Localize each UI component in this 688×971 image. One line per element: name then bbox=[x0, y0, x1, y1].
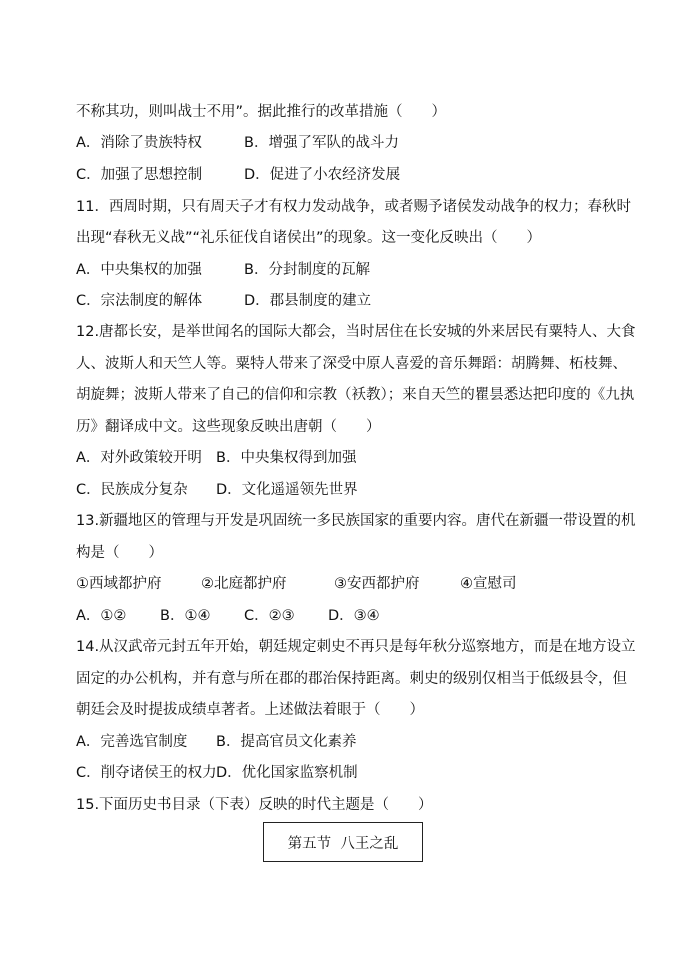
q13-option-d: D．③④ bbox=[328, 608, 380, 624]
q10-stem-end: 不称其功，则叫战士不用”。据此推行的改革措施（ ） bbox=[76, 104, 447, 120]
q14-option-c: C．削夺诸侯王的权力 bbox=[76, 765, 217, 781]
q13-option-b: B．①④ bbox=[160, 608, 211, 624]
q11-option-d: D．郡县制度的建立 bbox=[244, 293, 372, 309]
q14-stem-line-3: 朝廷会及时提拔成绩卓著者。上述做法着眼于（ ） bbox=[76, 702, 424, 718]
q13-item-1: ①西域都护府 bbox=[76, 576, 162, 592]
q13-stem-line-1: 13.新疆地区的管理与开发是巩固统一多民族国家的重要内容。唐代在新疆一带设置的机 bbox=[76, 513, 636, 529]
q12-stem-line-3: 胡旋舞；波斯人带来了自己的信仰和宗教（袄教）；来自天竺的瞿昙悉达把印度的《九执 bbox=[76, 387, 635, 403]
q13-item-2: ②北庭都护府 bbox=[201, 576, 287, 592]
q14-stem-line-1: 14.从汉武帝元封五年开始，朝廷规定刺史不再只是每年秋分巡察地方，而是在地方设立 bbox=[76, 639, 636, 655]
q15-stem-line-1: 15.下面历史书目录（下表）反映的时代主题是（ ） bbox=[76, 797, 433, 813]
q10-option-b: B．增强了军队的战斗力 bbox=[244, 135, 399, 151]
q13-stem-line-2: 构是（ ） bbox=[76, 545, 163, 561]
q13-option-a: A．①② bbox=[76, 608, 127, 624]
q11-option-b: B．分封制度的瓦解 bbox=[244, 262, 370, 278]
q10-option-c: C．加强了思想控制 bbox=[76, 167, 203, 183]
q12-stem-line-4: 历》翻译成中文。这些现象反映出唐朝（ ） bbox=[76, 419, 381, 435]
q14-option-d: D．优化国家监察机制 bbox=[216, 765, 358, 781]
q14-option-a: A．完善选官制度 bbox=[76, 734, 188, 750]
q10-option-a: A．消除了贵族特权 bbox=[76, 135, 202, 151]
q12-option-c: C．民族成分复杂 bbox=[76, 482, 188, 498]
q10-option-d: D．促进了小农经济发展 bbox=[244, 167, 401, 183]
q12-option-b: B．中央集权得到加强 bbox=[216, 450, 357, 466]
q11-stem-line-2: 出现“春秋无义战”“礼乐征伐自诸侯出”的现象。这一变化反映出（ ） bbox=[76, 230, 542, 246]
q13-item-3: ③安西都护府 bbox=[334, 576, 420, 592]
q12-option-d: D．文化遥遥领先世界 bbox=[216, 482, 358, 498]
q11-option-a: A．中央集权的加强 bbox=[76, 262, 202, 278]
q12-option-a: A．对外政策较开明 bbox=[76, 450, 202, 466]
toc-entry: 第五节 八王之乱 bbox=[287, 835, 399, 852]
q14-stem-line-2: 固定的办公机构，并有意与所在郡的郡治保持距离。刺史的级别仅相当于低级县令，但 bbox=[76, 671, 627, 687]
toc-table-cell bbox=[263, 822, 423, 862]
q13-option-c: C．②③ bbox=[244, 608, 295, 624]
q12-stem-line-2: 人、波斯人和天竺人等。粟特人带来了深受中原人喜爱的音乐舞蹈：胡腾舞、柘枝舞、 bbox=[76, 356, 627, 372]
q11-stem-line-1: 11．西周时期，只有周天子才有权力发动战争，或者赐予诸侯发动战争的权力；春秋时 bbox=[76, 199, 631, 215]
q14-option-b: B．提高官员文化素养 bbox=[216, 734, 357, 750]
q13-item-4: ④宣慰司 bbox=[460, 576, 517, 592]
q12-stem-line-1: 12.唐都长安，是举世闻名的国际大都会，当时居住在长安城的外来居民有粟特人、大食 bbox=[76, 324, 636, 340]
q11-option-c: C．宗法制度的解体 bbox=[76, 293, 203, 309]
